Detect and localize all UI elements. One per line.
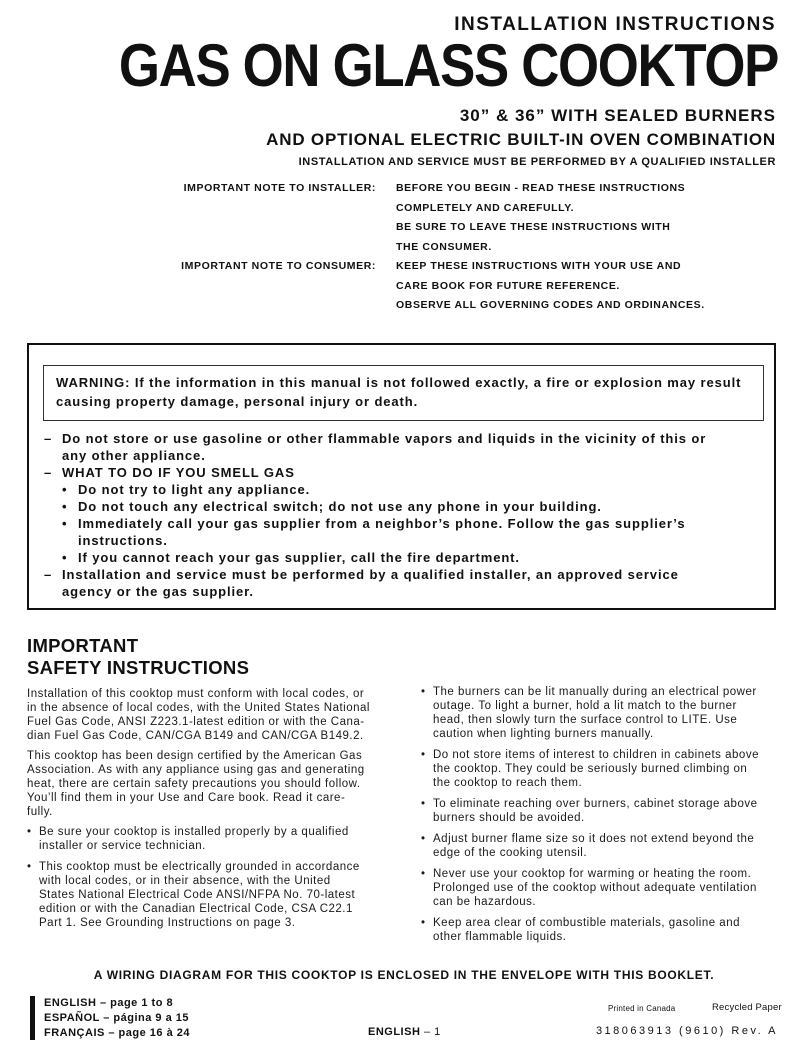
document-subtitle-combination: AND OPTIONAL ELECTRIC BUILT-IN OVEN COMBINATION: [266, 130, 776, 149]
dash-marker: –: [44, 567, 53, 582]
text-line: dian Fuel Gas Code, CAN/CGA B149 and CAN/CGA B149.2.: [27, 730, 364, 742]
text-line: Installation of this cooktop must conform with local codes, or: [27, 688, 365, 700]
section-title: [27, 635, 249, 679]
bullet-marker: •: [421, 686, 426, 698]
bullet-marker: •: [421, 868, 426, 880]
language-bar: [30, 996, 35, 1040]
text-line: with local codes, or in their absence, with the United: [39, 875, 331, 887]
text-line: fully.: [27, 806, 53, 818]
paragraph-certification: [27, 749, 387, 819]
bullet-item: [421, 748, 781, 790]
text-line: edge of the cooking utensil.: [433, 847, 588, 859]
language-french: FRANÇAIS – page 16 à 24: [44, 1027, 190, 1039]
text-line: You’ll find them in your Use and Care book. Read it care-: [27, 792, 346, 804]
language-spanish: ESPAÑOL – página 9 a 15: [44, 1012, 189, 1024]
page-number: [368, 1026, 441, 1038]
installer-note-line: COMPLETELY AND CAREFULLY.: [396, 201, 575, 214]
warning-line: causing property damage, personal injury or death.: [56, 394, 419, 409]
gas-safety-list: [44, 430, 764, 600]
text-line: Prolonged use of the cooktop without adequate ventilation: [433, 882, 757, 894]
installer-note-line: THE CONSUMER.: [396, 240, 492, 253]
text-line: the cooktop to reach them.: [433, 777, 583, 789]
language-english: ENGLISH – page 1 to 8: [44, 997, 174, 1009]
bullet-item: [421, 832, 781, 860]
text-line: in the absence of local codes, with the United States National: [27, 702, 370, 714]
text-line: installer or service technician.: [39, 840, 206, 852]
text-line: Never use your cooktop for warming or heating the room.: [433, 868, 752, 880]
bullet-marker: •: [421, 798, 426, 810]
consumer-note-line: KEEP THESE INSTRUCTIONS WITH YOUR USE AND: [396, 260, 682, 272]
dash-marker: –: [44, 465, 53, 480]
consumer-note-line: OBSERVE ALL GOVERNING CODES AND ORDINANCES.: [396, 299, 705, 311]
bullet-item: [27, 860, 387, 930]
sub-list-item: [44, 498, 764, 515]
text-line: the cooktop. They could be seriously burned climbing on: [433, 763, 748, 775]
document-subtitle-sizes: 30” & 36” WITH SEALED BURNERS: [459, 106, 776, 125]
installer-note-text: [396, 179, 685, 257]
text-line: head, then slowly turn the surface control to LITE. Use: [433, 714, 738, 726]
sub-list-item-text: Immediately call your gas supplier from a neighbor’s phone. Follow the gas supplier’s: [78, 516, 686, 531]
list-item-text: WHAT TO DO IF YOU SMELL GAS: [62, 465, 295, 480]
sub-list-item: [44, 515, 764, 549]
text-line: Fuel Gas Code, ANSI Z223.1-latest edition or with the Cana-: [27, 716, 365, 728]
bullet-item: [27, 825, 387, 853]
paragraph-codes: [27, 687, 387, 743]
text-line: Adjust burner flame size so it does not extend beyond the: [433, 833, 755, 845]
text-line: can be hazardous.: [433, 896, 537, 908]
page-label: ENGLISH: [368, 1026, 421, 1038]
warning-box: [43, 365, 764, 421]
printed-in-canada: Printed in Canada: [608, 1004, 676, 1013]
text-line: Do not store items of interest to children in cabinets above: [433, 749, 759, 761]
page-separator: –: [420, 1026, 435, 1038]
list-item-text: Do not store or use gasoline or other flammable vapors and liquids in the vicinity of this or: [62, 431, 707, 446]
sub-list-item: [44, 549, 764, 566]
text-line: This cooktop has been design certified by the American Gas: [27, 750, 363, 762]
text-line: other flammable liquids.: [433, 931, 567, 943]
text-line: States National Electrical Code ANSI/NFPA No. 70-latest: [39, 889, 356, 901]
installer-note-line: BEFORE YOU BEGIN - READ THESE INSTRUCTIONS: [396, 182, 686, 194]
text-line: heat, there are certain safety precautions you should follow.: [27, 778, 361, 790]
bullet-marker: •: [27, 826, 32, 838]
sub-list-item-text: Do not touch any electrical switch; do not use any phone in your building.: [78, 499, 602, 514]
part-number: 318063913 (9610) Rev. A: [595, 1025, 778, 1037]
consumer-note-line: CARE BOOK FOR FUTURE REFERENCE.: [396, 279, 620, 292]
section-title-line: IMPORTANT: [27, 635, 139, 656]
text-line: The burners can be lit manually during an electrical power: [433, 686, 757, 698]
text-line: caution when lighting burners manually.: [433, 728, 654, 740]
sub-list-item-text: If you cannot reach your gas supplier, call the fire department.: [78, 550, 520, 565]
document-title: GAS ON GLASS COOKTOP: [118, 32, 778, 99]
bullet-marker: •: [62, 499, 68, 514]
sub-list-item-text: instructions.: [78, 533, 168, 548]
bullet-marker: •: [62, 516, 68, 531]
section-title-line: SAFETY INSTRUCTIONS: [27, 657, 250, 678]
bullet-item: [421, 867, 781, 909]
list-item: [44, 430, 764, 464]
list-item-text: Installation and service must be performed by a qualified installer, an approved service: [62, 567, 679, 582]
list-item-text: any other appliance.: [62, 448, 206, 463]
text-line: Part 1. See Grounding Instructions on page 3.: [39, 917, 296, 929]
right-column: [421, 685, 781, 951]
language-index: [44, 996, 190, 1041]
text-line: edition or with the Canadian Electrical Code, CSA C22.1: [39, 903, 353, 915]
consumer-note-label: IMPORTANT NOTE TO CONSUMER:: [181, 260, 376, 272]
text-line: Keep area clear of combustible materials, gasoline and: [433, 917, 740, 929]
list-item: [44, 464, 764, 481]
list-item: [44, 566, 764, 600]
installer-note-label: IMPORTANT NOTE TO INSTALLER:: [183, 182, 376, 194]
bullet-marker: •: [27, 861, 32, 873]
dash-marker: –: [44, 431, 53, 446]
bullet-marker: •: [62, 482, 68, 497]
wiring-diagram-note: A WIRING DIAGRAM FOR THIS COOKTOP IS ENCLOSED IN THE ENVELOPE WITH THIS BOOKLET.: [93, 968, 715, 982]
qualified-installer-note: INSTALLATION AND SERVICE MUST BE PERFORMED BY A QUALIFIED INSTALLER: [298, 156, 776, 168]
left-column: [27, 687, 387, 937]
warning-line: WARNING: If the information in this manual is not followed exactly, a fire or explosion may result: [56, 375, 742, 390]
text-line: To eliminate reaching over burners, cabinet storage above: [433, 798, 758, 810]
page-number-value: 1: [434, 1026, 441, 1038]
text-line: Association. As with any appliance using gas and generating: [27, 764, 365, 776]
bullet-marker: •: [421, 917, 426, 929]
bullet-item: [421, 685, 781, 741]
bullet-marker: •: [62, 550, 68, 565]
recycled-paper: Recycled Paper: [712, 1002, 782, 1013]
bullet-marker: •: [421, 833, 426, 845]
sub-list-item-text: Do not try to light any appliance.: [78, 482, 311, 497]
text-line: outage. To light a burner, hold a lit match to the burner: [433, 700, 737, 712]
text-line: This cooktop must be electrically grounded in accordance: [39, 861, 360, 873]
bullet-item: [421, 797, 781, 825]
sub-list-item: [44, 481, 764, 498]
installer-note-line: BE SURE TO LEAVE THESE INSTRUCTIONS WITH: [396, 221, 671, 233]
document-kicker: INSTALLATION INSTRUCTIONS: [454, 14, 776, 35]
consumer-note-text: [396, 257, 705, 316]
bullet-item: [421, 916, 781, 944]
text-line: Be sure your cooktop is installed properly by a qualified: [39, 826, 349, 838]
list-item-text: agency or the gas supplier.: [62, 584, 254, 599]
bullet-marker: •: [421, 749, 426, 761]
text-line: burners should be avoided.: [433, 812, 585, 824]
